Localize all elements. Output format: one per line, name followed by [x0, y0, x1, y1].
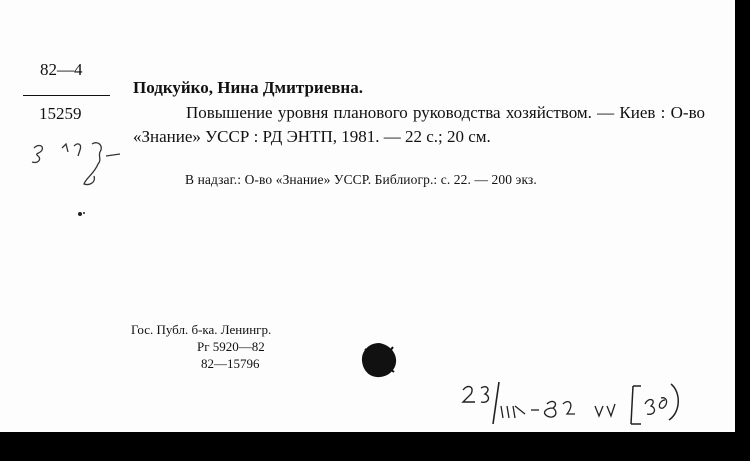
scan-border: [735, 0, 750, 461]
ink-blot: [360, 341, 398, 379]
library-stamp: [131, 321, 271, 372]
library-stamp-line-2: Рг 5920—82: [197, 339, 265, 354]
library-stamp-line-3: 82—15796: [201, 356, 260, 371]
classification-number-bottom: 15259: [39, 104, 82, 123]
handwritten-note-left: [28, 138, 123, 190]
classification-divider: [23, 95, 110, 96]
entry-note: В надзаг.: О-во «Знание» УССР. Библиогр.: с. 22. — 200 экз.: [185, 172, 537, 187]
entry-author: Подкуйко, Нина Дмитриевна.: [133, 78, 363, 97]
small-mark: [76, 210, 86, 218]
handwritten-date-note: [455, 378, 687, 426]
entry-title: Повышение уровня планового руководства хозяйством. — Киев : О-во «Знание» УССР : РД ЭНТП, 1981. — 22 с.; 20 см.: [133, 103, 705, 146]
classification-number-top: 82—4: [40, 60, 83, 79]
library-stamp-line-1: Гос. Публ. б-ка. Ленингр.: [131, 322, 272, 337]
